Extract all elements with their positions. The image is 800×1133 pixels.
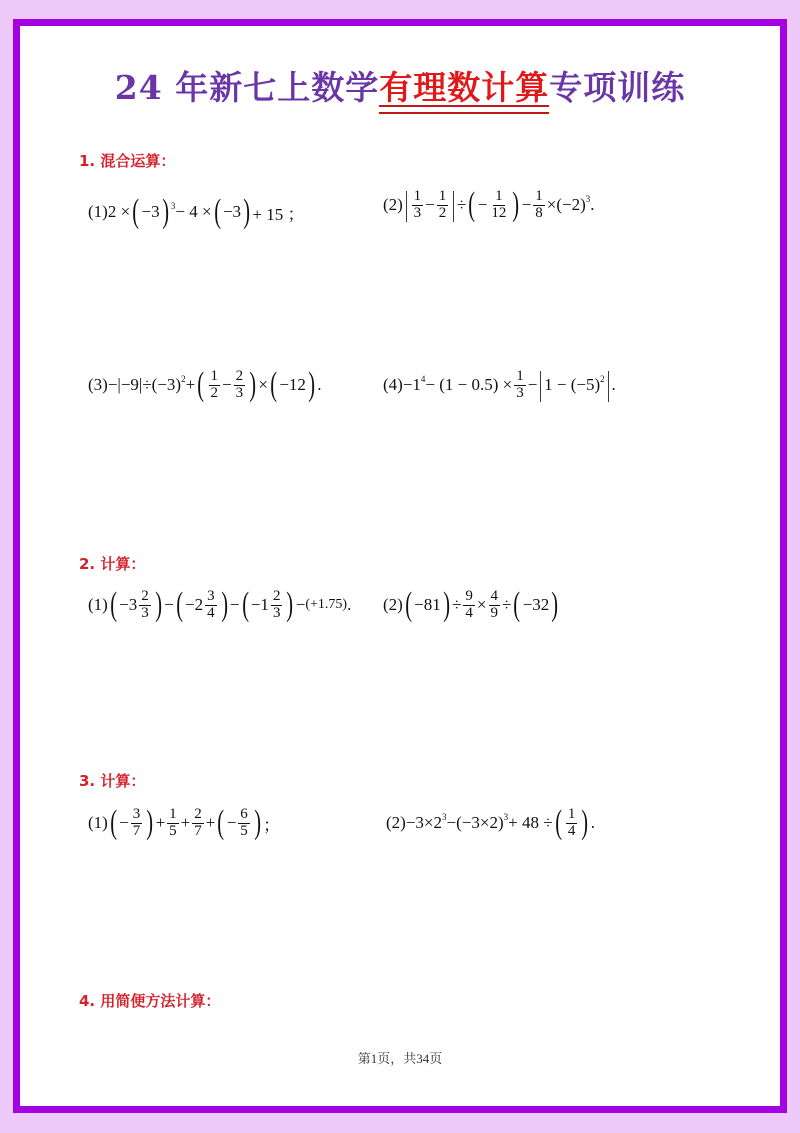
page-title: [0, 62, 800, 109]
problem-3-1: (1) ( − $\frac{3}{7}$ ) + $\frac{1}{5}$ + $\frac{2}{7}$ + ( − $\frac{6}{5}$ ) ；: [88, 804, 281, 841]
section-heading-4: 4. 用简便方法计算：: [79, 992, 221, 1010]
problem-1-4: (4) −1 $^4$ − (1 − 0.5) × $\frac{1}{3}$ − | 1 − (−5) $^2$ | .: [383, 366, 616, 403]
section-heading-3: 3. 计算：: [79, 772, 146, 790]
section-heading-1: 1. 混合运算：: [79, 152, 176, 170]
title-prefix: 24 年新七上数学: [114, 68, 380, 107]
problem-1-3: (3) − | −9 | ÷(−3) $^2$ + ( $\frac{1}{2}$ − $\frac{2}{3}$ ) × ( −12 ) .: [88, 366, 322, 403]
section-heading-2: 2. 计算：: [79, 555, 146, 573]
page-footer: 第1页，共34页: [357, 1051, 443, 1066]
problem-1-2: (2) | $\frac{1}{3}$ − $\frac{1}{2}$ | ÷ ( − $\frac{1}{12}$ ) − $\frac{1}{8}$ ×(−2) $^3$ .: [383, 186, 595, 223]
problem-3-2: (2) −3×2 $^3$ − (−3×2) $^3$ + 48 ÷ ( $\frac{1}{4}$ ) .: [386, 804, 595, 841]
problem-1-1: (1) 2 × ( −3 ) $^3$ − 4 × ( −3 ) + 15 ；: [88, 193, 305, 230]
title-suffix: 专项训练: [549, 68, 686, 107]
problem-2-1: (1) ( −3 $\frac{2}{3}$ ) − ( −2 $\frac{3}{4}$ ) − ( −1 $\frac{2}{3}$ ) − (+1.75) .: [88, 586, 352, 623]
title-highlight: 有理数计算: [379, 62, 549, 109]
problem-2-2: (2) ( −81 ) ÷ $\frac{9}{4}$ × $\frac{4}{9}$ ÷ ( −32 ): [383, 586, 559, 623]
